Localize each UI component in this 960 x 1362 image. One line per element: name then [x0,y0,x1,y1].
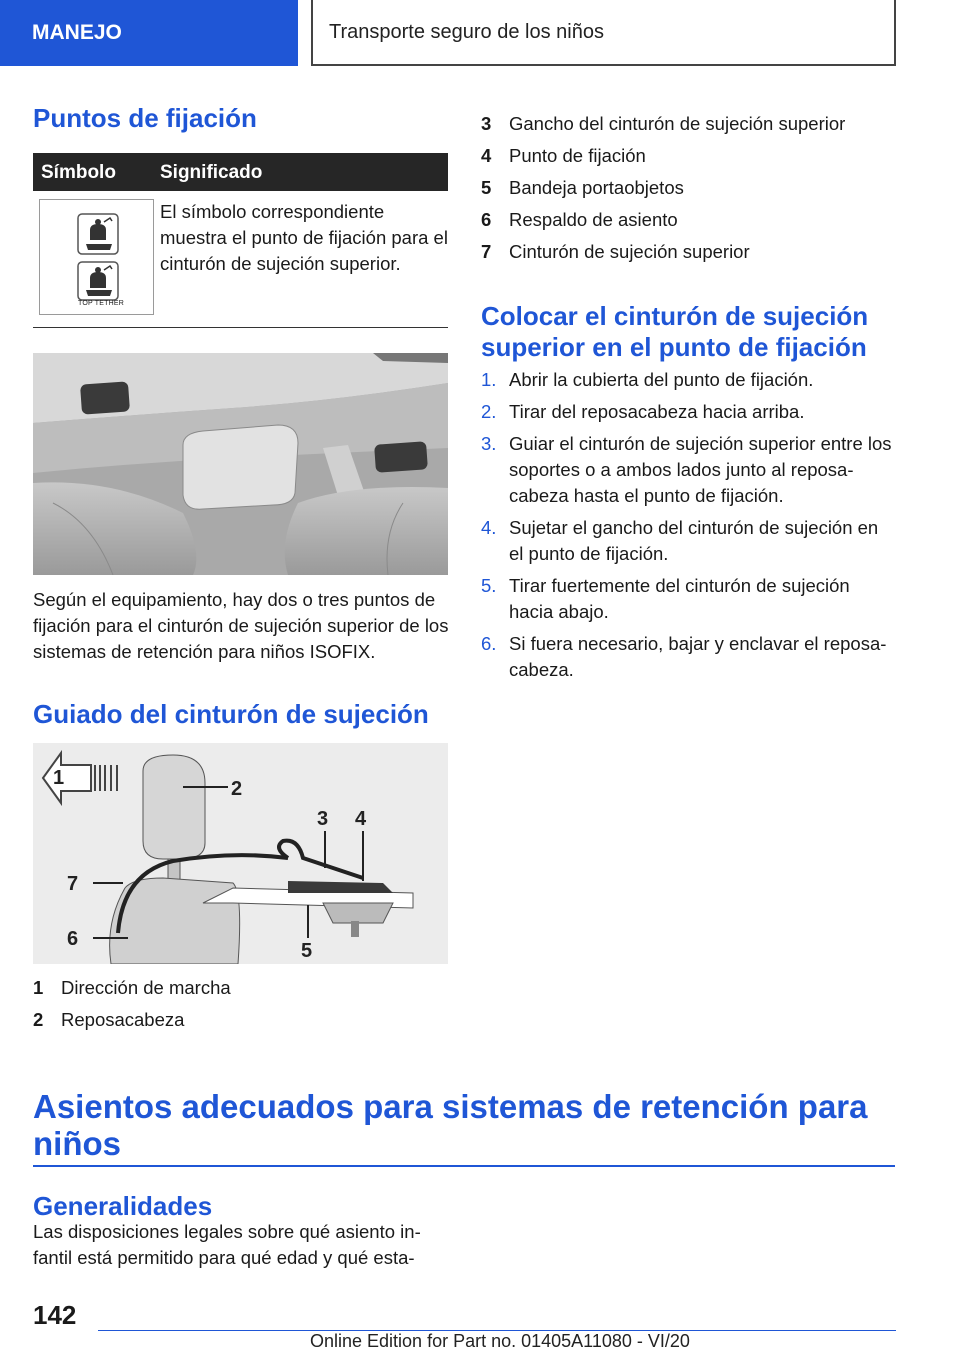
symbol-caption: TOP TETHER [78,300,124,307]
step-item: 6. Si fuera necesario, bajar y enclavar el reposacabeza. [481,633,887,680]
symbol-table-header [33,153,448,191]
general-subheading: Generalidades [33,1191,213,1221]
diagram-label-2: 2 [231,778,243,800]
anchors-paragraph: Según el equipamiento, hay dos o tres puntos de fijación para el cinturón de sujeción superior de los sistemas de retención para niños ISOFIX. [33,589,449,662]
diagram-label-1: 1 [53,767,65,789]
seats-paragraph: Las disposiciones legales sobre qué asiento infantil está permitido para qué edad y qué esta- [33,1221,421,1268]
legend-item: 2 Reposacabeza [33,1009,185,1030]
step-item: 2. Tirar del reposacabeza hacia arriba. [481,401,805,422]
rear-seat-photo [33,353,448,575]
diagram-label-5: 5 [301,940,313,962]
symbol-column-header: Símbolo [41,162,116,183]
diagram-label-7: 7 [67,873,79,895]
routing-legend-left [33,972,448,1036]
step-item: 3. Guiar el cinturón de sujeción superior entre los soportes o a ambos lados junto al reposacabeza hasta el punto de fijación. [481,433,892,506]
chapter-title-box [311,0,896,66]
step-item: 5. Tirar fuertemente del cinturón de sujeción hacia abajo. [481,575,850,622]
legend-item: 5 Bandeja portaobjetos [481,177,684,198]
meaning-column-header: Significado [160,162,263,183]
routing-legend-right [481,108,896,268]
routing-heading: Guiado del cinturón de sujeción [33,699,429,729]
anchors-heading: Puntos de fijación [33,103,257,133]
section-tab-label: MANEJO [32,21,122,44]
diagram-label-3: 3 [317,808,329,830]
section-tab [0,0,298,66]
tether-routing-diagram [33,743,448,964]
symbol-meaning: El símbolo correspondiente muestra el punto de fijación para el cinturón de sujeción superior. [160,201,448,274]
top-tether-symbol [39,199,154,315]
diagram-label-4: 4 [355,808,367,830]
diagram-label-6: 6 [67,928,79,950]
table-bottom-rule [33,327,448,328]
step-item: 1. Abrir la cubierta del punto de fijación. [481,369,814,390]
legend-item: 1 Dirección de marcha [33,977,231,998]
page-number: 142 [33,1300,77,1330]
child-seat-anchor-icon [40,200,153,314]
legend-item: 7 Cinturón de sujeción superior [481,241,750,262]
chapter-title: Transporte seguro de los niños [329,20,604,43]
legend-item: 3 Gancho del cinturón de sujeción superior [481,113,846,134]
step-item: 4. Sujetar el gancho del cinturón de sujeción en el punto de fijación. [481,517,879,564]
seats-heading: Asientos adecuados para sistemas de retención para niños [33,1088,868,1162]
edition-note: Online Edition for Part no. 01405A11080 - VI/20 [310,1331,690,1351]
legend-item: 4 Punto de fijación [481,145,646,166]
seats-heading-rule [33,1165,895,1167]
legend-item: 6 Respaldo de asiento [481,209,678,230]
attach-heading: Colocar el cinturón de sujeción superior en el punto de fijación [481,301,869,362]
attach-steps [481,367,896,689]
